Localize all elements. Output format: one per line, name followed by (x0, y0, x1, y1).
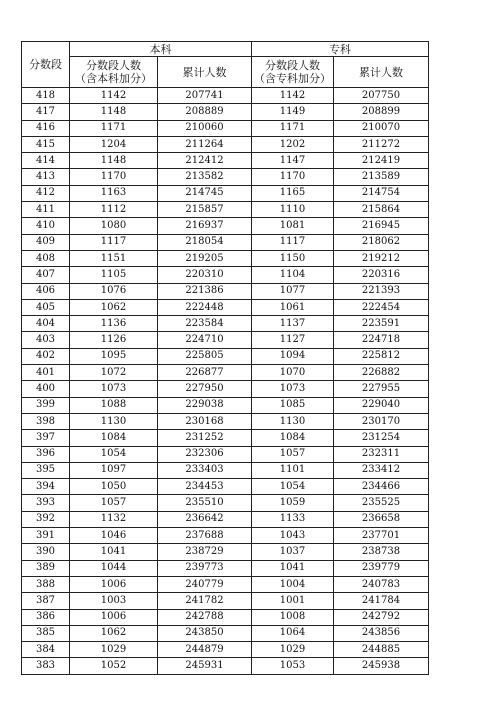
table-row (22, 283, 429, 299)
zhuanke-cumulative-cell: 223591 (334, 316, 429, 332)
score-cell: 407 (22, 267, 70, 283)
zhuanke-cumulative-cell: 239779 (334, 560, 429, 576)
zhuanke-cumulative-cell: 216945 (334, 218, 429, 234)
table-row (22, 430, 429, 446)
zhuanke-segment-count-cell: 1117 (252, 234, 334, 250)
benke-cumulative-cell: 210060 (158, 120, 252, 136)
benke-cumulative-cell: 216937 (158, 218, 252, 234)
zhuanke-segment-count-cell: 1073 (252, 381, 334, 397)
table-row (22, 120, 429, 136)
benke-cumulative-cell: 214745 (158, 185, 252, 201)
benke-cumulative-header: 累计人数 (158, 57, 252, 88)
benke-cumulative-cell: 220310 (158, 267, 252, 283)
score-cell: 385 (22, 625, 70, 641)
zhuanke-segment-count-cell: 1043 (252, 528, 334, 544)
benke-cumulative-cell: 224710 (158, 332, 252, 348)
zhuanke-cumulative-cell: 245938 (334, 658, 429, 674)
score-cell: 403 (22, 332, 70, 348)
score-cell: 400 (22, 381, 70, 397)
score-cell: 387 (22, 593, 70, 609)
benke-segment-count-cell: 1050 (70, 479, 158, 495)
zhuanke-cumulative-cell: 222454 (334, 299, 429, 315)
zhuanke-cumulative-cell: 213589 (334, 169, 429, 185)
zhuanke-cumulative-cell: 233412 (334, 462, 429, 478)
table-row (22, 169, 429, 185)
zhuanke-segment-count-cell: 1085 (252, 397, 334, 413)
table-row (22, 250, 429, 266)
benke-cumulative-cell: 232306 (158, 446, 252, 462)
benke-segment-count-cell: 1126 (70, 332, 158, 348)
benke-cumulative-cell: 215857 (158, 202, 252, 218)
zhuanke-cumulative-cell: 207750 (334, 88, 429, 104)
benke-cumulative-cell: 226877 (158, 365, 252, 381)
score-cell: 404 (22, 316, 70, 332)
score-cell: 402 (22, 348, 70, 364)
zhuanke-cumulative-cell: 210070 (334, 120, 429, 136)
zhuanke-segment-count-cell: 1053 (252, 658, 334, 674)
table-row (22, 642, 429, 658)
zhuanke-segment-count-cell: 1059 (252, 495, 334, 511)
zhuanke-cumulative-cell: 243856 (334, 625, 429, 641)
score-cell: 418 (22, 88, 70, 104)
zhuanke-segment-count-cell: 1101 (252, 462, 334, 478)
score-cell: 396 (22, 446, 70, 462)
benke-cumulative-cell: 227950 (158, 381, 252, 397)
zhuanke-cumulative-cell: 232311 (334, 446, 429, 462)
zhuanke-segment-count-cell: 1165 (252, 185, 334, 201)
score-cell: 397 (22, 430, 70, 446)
benke-segment-count-cell: 1088 (70, 397, 158, 413)
zhuanke-segment-count-cell: 1081 (252, 218, 334, 234)
score-cell: 416 (22, 120, 70, 136)
zhuanke-segment-count-cell: 1127 (252, 332, 334, 348)
benke-cumulative-cell: 239773 (158, 560, 252, 576)
benke-group-header: 本科 (70, 42, 252, 57)
zhuanke-cumulative-cell: 220316 (334, 267, 429, 283)
benke-cumulative-cell: 243850 (158, 625, 252, 641)
benke-cumulative-cell: 241782 (158, 593, 252, 609)
benke-cumulative-cell: 238729 (158, 544, 252, 560)
zhuanke-group-header: 专科 (252, 42, 429, 57)
zhuanke-cumulative-cell: 241784 (334, 593, 429, 609)
benke-segment-count-cell: 1136 (70, 316, 158, 332)
benke-segment-count-cell: 1062 (70, 625, 158, 641)
table-row (22, 332, 429, 348)
benke-segment-count-cell: 1072 (70, 365, 158, 381)
score-cell: 383 (22, 658, 70, 674)
table-row (22, 397, 429, 413)
zhuanke-cumulative-cell: 234466 (334, 479, 429, 495)
benke-segment-count-cell: 1142 (70, 88, 158, 104)
score-column-header: 分数段 (22, 42, 70, 88)
benke-segment-count-cell: 1204 (70, 136, 158, 152)
zhuanke-cumulative-cell: 211272 (334, 136, 429, 152)
score-cell: 405 (22, 299, 70, 315)
zhuanke-cumulative-cell: 236658 (334, 511, 429, 527)
score-cell: 411 (22, 202, 70, 218)
benke-cumulative-cell: 234453 (158, 479, 252, 495)
zhuanke-segment-header-line2: （含专科加分） (254, 72, 331, 85)
benke-segment-count-cell: 1076 (70, 283, 158, 299)
score-cell: 417 (22, 104, 70, 120)
benke-segment-count-cell: 1084 (70, 430, 158, 446)
table-row (22, 185, 429, 201)
benke-cumulative-cell: 236642 (158, 511, 252, 527)
benke-cumulative-cell: 233403 (158, 462, 252, 478)
benke-cumulative-cell: 245931 (158, 658, 252, 674)
table-row (22, 446, 429, 462)
zhuanke-segment-header-line1: 分数段人数 (265, 59, 320, 72)
table-row (22, 528, 429, 544)
benke-segment-count-cell: 1130 (70, 413, 158, 429)
benke-segment-count-cell: 1112 (70, 202, 158, 218)
zhuanke-cumulative-cell: 244885 (334, 642, 429, 658)
zhuanke-segment-count-cell: 1057 (252, 446, 334, 462)
table-row (22, 625, 429, 641)
zhuanke-cumulative-cell: 218062 (334, 234, 429, 250)
score-cell: 401 (22, 365, 70, 381)
benke-segment-header-line1: 分数段人数 (86, 59, 141, 72)
zhuanke-segment-count-cell: 1110 (252, 202, 334, 218)
zhuanke-segment-count-cell: 1064 (252, 625, 334, 641)
zhuanke-segment-count-cell: 1001 (252, 593, 334, 609)
score-cell: 408 (22, 250, 70, 266)
benke-segment-count-cell: 1170 (70, 169, 158, 185)
zhuanke-cumulative-cell: 227955 (334, 381, 429, 397)
zhuanke-segment-count-cell: 1054 (252, 479, 334, 495)
table-row (22, 560, 429, 576)
zhuanke-cumulative-cell: 212419 (334, 153, 429, 169)
table-row (22, 413, 429, 429)
table-row (22, 381, 429, 397)
benke-cumulative-cell: 208889 (158, 104, 252, 120)
benke-segment-count-cell: 1132 (70, 511, 158, 527)
table-row (22, 316, 429, 332)
zhuanke-cumulative-cell: 221393 (334, 283, 429, 299)
benke-segment-count-cell: 1080 (70, 218, 158, 234)
zhuanke-cumulative-cell: 231254 (334, 430, 429, 446)
zhuanke-segment-count-cell: 1029 (252, 642, 334, 658)
table-row (22, 658, 429, 674)
zhuanke-segment-count-cell: 1150 (252, 250, 334, 266)
benke-cumulative-cell: 237688 (158, 528, 252, 544)
score-cell: 414 (22, 153, 70, 169)
benke-cumulative-cell: 222448 (158, 299, 252, 315)
table-row (22, 348, 429, 364)
table-row (22, 544, 429, 560)
table-row (22, 267, 429, 283)
zhuanke-segment-count-cell: 1202 (252, 136, 334, 152)
benke-cumulative-cell: 231252 (158, 430, 252, 446)
benke-segment-count-cell: 1052 (70, 658, 158, 674)
benke-cumulative-cell: 230168 (158, 413, 252, 429)
benke-segment-count-cell: 1097 (70, 462, 158, 478)
score-cell: 392 (22, 511, 70, 527)
table-body (22, 88, 429, 675)
zhuanke-segment-count-cell: 1061 (252, 299, 334, 315)
table-row (22, 462, 429, 478)
score-cell: 410 (22, 218, 70, 234)
table-row (22, 153, 429, 169)
zhuanke-cumulative-cell: 238738 (334, 544, 429, 560)
benke-segment-count-cell: 1029 (70, 642, 158, 658)
zhuanke-cumulative-cell: 226882 (334, 365, 429, 381)
table-row (22, 593, 429, 609)
score-cell: 395 (22, 462, 70, 478)
score-cell: 386 (22, 609, 70, 625)
benke-segment-count-cell: 1073 (70, 381, 158, 397)
score-cell: 391 (22, 528, 70, 544)
zhuanke-segment-header (252, 57, 334, 88)
zhuanke-cumulative-cell: 224718 (334, 332, 429, 348)
benke-cumulative-cell: 229038 (158, 397, 252, 413)
zhuanke-cumulative-cell: 215864 (334, 202, 429, 218)
score-cell: 390 (22, 544, 70, 560)
zhuanke-cumulative-cell: 214754 (334, 185, 429, 201)
benke-segment-count-cell: 1062 (70, 299, 158, 315)
benke-cumulative-cell: 211264 (158, 136, 252, 152)
header-row-sub (22, 57, 429, 88)
zhuanke-segment-count-cell: 1170 (252, 169, 334, 185)
benke-cumulative-cell: 223584 (158, 316, 252, 332)
zhuanke-cumulative-cell: 235525 (334, 495, 429, 511)
zhuanke-segment-count-cell: 1147 (252, 153, 334, 169)
benke-segment-count-cell: 1117 (70, 234, 158, 250)
zhuanke-segment-count-cell: 1094 (252, 348, 334, 364)
zhuanke-cumulative-cell: 237701 (334, 528, 429, 544)
score-cell: 412 (22, 185, 70, 201)
benke-segment-count-cell: 1148 (70, 153, 158, 169)
zhuanke-segment-count-cell: 1008 (252, 609, 334, 625)
benke-segment-count-cell: 1095 (70, 348, 158, 364)
header-row-top (22, 42, 429, 57)
zhuanke-segment-count-cell: 1130 (252, 413, 334, 429)
benke-segment-header (70, 57, 158, 88)
benke-segment-count-cell: 1041 (70, 544, 158, 560)
zhuanke-segment-count-cell: 1084 (252, 430, 334, 446)
benke-segment-count-cell: 1151 (70, 250, 158, 266)
table-row (22, 479, 429, 495)
benke-segment-count-cell: 1003 (70, 593, 158, 609)
zhuanke-cumulative-cell: 225812 (334, 348, 429, 364)
score-cell: 415 (22, 136, 70, 152)
table-row (22, 609, 429, 625)
zhuanke-segment-count-cell: 1041 (252, 560, 334, 576)
benke-cumulative-cell: 212412 (158, 153, 252, 169)
score-cell: 384 (22, 642, 70, 658)
table-row (22, 299, 429, 315)
benke-segment-count-cell: 1148 (70, 104, 158, 120)
table-row (22, 511, 429, 527)
score-cell: 399 (22, 397, 70, 413)
zhuanke-segment-count-cell: 1142 (252, 88, 334, 104)
benke-cumulative-cell: 242788 (158, 609, 252, 625)
benke-cumulative-cell: 235510 (158, 495, 252, 511)
score-cell: 406 (22, 283, 70, 299)
score-cell: 413 (22, 169, 70, 185)
zhuanke-segment-count-cell: 1149 (252, 104, 334, 120)
benke-segment-count-cell: 1171 (70, 120, 158, 136)
zhuanke-cumulative-cell: 219212 (334, 250, 429, 266)
score-cell: 388 (22, 576, 70, 592)
benke-cumulative-cell: 207741 (158, 88, 252, 104)
zhuanke-segment-count-cell: 1133 (252, 511, 334, 527)
benke-cumulative-cell: 218054 (158, 234, 252, 250)
benke-cumulative-cell: 219205 (158, 250, 252, 266)
zhuanke-segment-count-cell: 1070 (252, 365, 334, 381)
zhuanke-cumulative-header: 累计人数 (334, 57, 429, 88)
score-cell: 394 (22, 479, 70, 495)
table-row (22, 495, 429, 511)
table-row (22, 234, 429, 250)
benke-segment-count-cell: 1044 (70, 560, 158, 576)
benke-cumulative-cell: 225805 (158, 348, 252, 364)
zhuanke-segment-count-cell: 1004 (252, 576, 334, 592)
benke-cumulative-cell: 221386 (158, 283, 252, 299)
score-cell: 393 (22, 495, 70, 511)
benke-segment-count-cell: 1006 (70, 576, 158, 592)
zhuanke-segment-count-cell: 1037 (252, 544, 334, 560)
benke-cumulative-cell: 244879 (158, 642, 252, 658)
zhuanke-cumulative-cell: 240783 (334, 576, 429, 592)
zhuanke-cumulative-cell: 230170 (334, 413, 429, 429)
score-cell: 398 (22, 413, 70, 429)
table-row (22, 136, 429, 152)
zhuanke-cumulative-cell: 242792 (334, 609, 429, 625)
table-row (22, 202, 429, 218)
table-row (22, 576, 429, 592)
zhuanke-cumulative-cell: 208899 (334, 104, 429, 120)
zhuanke-segment-count-cell: 1104 (252, 267, 334, 283)
zhuanke-cumulative-cell: 229040 (334, 397, 429, 413)
table-row (22, 365, 429, 381)
zhuanke-segment-count-cell: 1171 (252, 120, 334, 136)
benke-cumulative-cell: 213582 (158, 169, 252, 185)
score-distribution-table (21, 41, 429, 675)
benke-cumulative-cell: 240779 (158, 576, 252, 592)
benke-segment-count-cell: 1105 (70, 267, 158, 283)
zhuanke-segment-count-cell: 1137 (252, 316, 334, 332)
score-cell: 409 (22, 234, 70, 250)
benke-segment-count-cell: 1057 (70, 495, 158, 511)
table-row (22, 88, 429, 104)
zhuanke-segment-count-cell: 1077 (252, 283, 334, 299)
table-row (22, 104, 429, 120)
benke-segment-count-cell: 1046 (70, 528, 158, 544)
benke-segment-count-cell: 1006 (70, 609, 158, 625)
benke-segment-count-cell: 1054 (70, 446, 158, 462)
benke-segment-header-line2: （含本科加分） (75, 72, 152, 85)
table-row (22, 218, 429, 234)
benke-segment-count-cell: 1163 (70, 185, 158, 201)
score-cell: 389 (22, 560, 70, 576)
